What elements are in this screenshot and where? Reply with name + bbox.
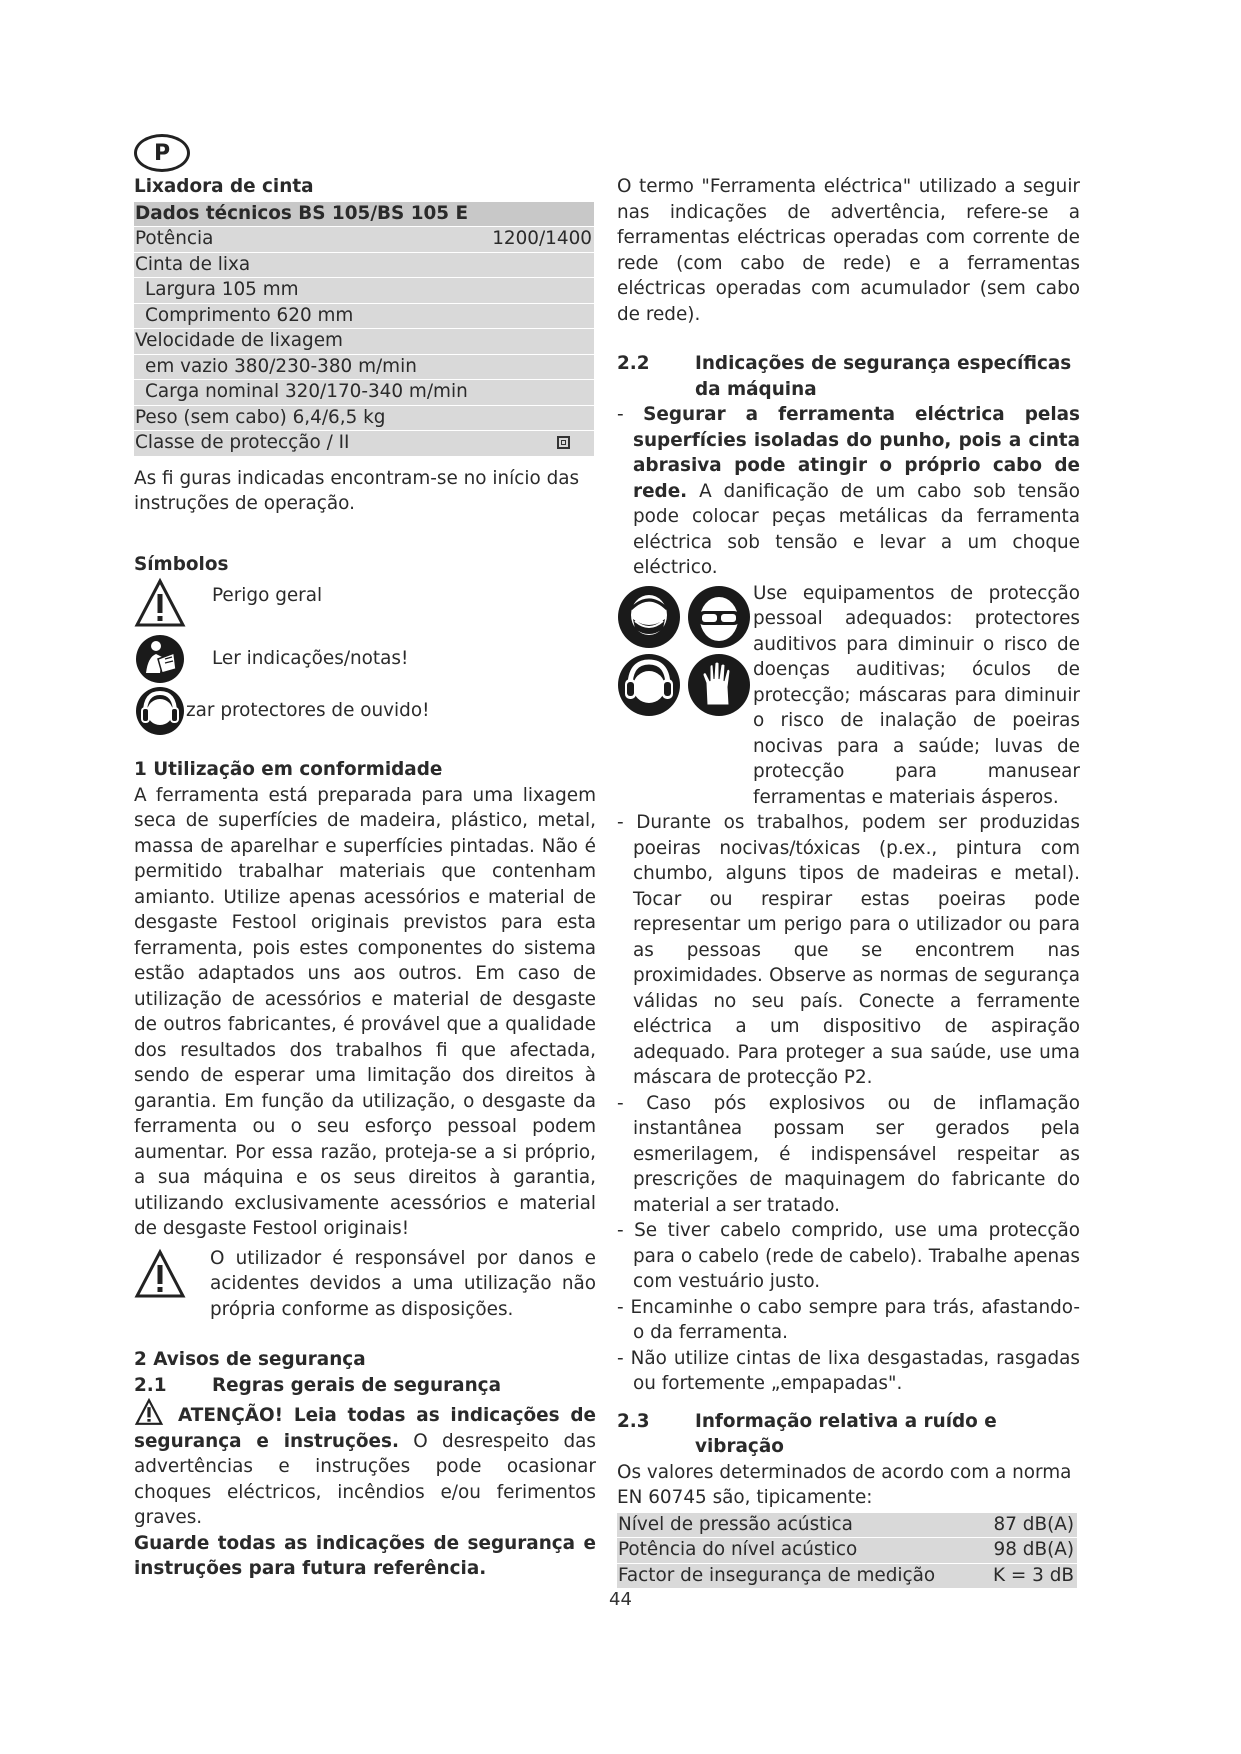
usage-warning: O utilizador é responsável por danos e acidentes devidos a uma utilização não própria conforme as disposições. [134,1246,596,1323]
figures-note: As fi guras indicadas encontram-se no início das instruções de operação. [134,467,580,514]
spec-row: Cinta de lixa [134,253,594,278]
noise-table [617,1513,1077,1589]
bullet-dust: - Durante os trabalhos, podem ser produzidas poeiras nocivas/tóxicas (p.ex., pintura com chumbo, alguns tipos de madeiras e metal). Tocar ou respirar estas poeiras pode representar um perigo para o utilizador ou para as pessoas que se encontrem nas proximidades. Observe as normas de segurança válidas no seu país. Conecte a ferramente eléctrica a um dispositivo de aspiração adequado. Para proteger a sua saúde, use uma máscara de protecção P2. [617,812,1080,1088]
term-definition: O termo "Ferramenta eléctrica" utilizado a seguir nas indicações de advertência, refere-se a ferramentas eléctricas operadas com corrente de rede (com cabo de rede) e a ferramentas eléctricas operadas com acumulador (sem cabo de rede). [617,176,1080,325]
attention-bold: ATENÇÃO! Leia todas as indicações de segurança e instruções. [134,1405,596,1452]
mask-icon [617,585,681,649]
spec-row: Carga nominal 320/170-340 m/min [134,380,594,405]
warning-triangle-icon [134,577,186,629]
symbol-item: Ler indicações/notas! [134,633,596,685]
spec-row: Largura 105 mm [134,278,594,303]
ear-protection-icon [134,685,186,737]
section-2-3-heading: 2.3 Informação relativa a ruído e vibração [617,1410,997,1457]
spec-table [134,202,594,456]
symbol-item: zar protectores de ouvido! [134,685,596,737]
spec-table-header: Dados técnicos BS 105/BS 105 E [134,202,594,227]
read-manual-icon [134,633,186,685]
language-badge: P [134,134,190,172]
attention-text: O desrespeito das advertências e instruções pode ocasionar choques eléctricos, incêndios e/ou ferimentos graves. [134,1430,596,1528]
ppe-block [617,581,1080,811]
noise-row: Potência do nível acústico 98 dB(A) [617,1538,1077,1563]
section-1-heading: 1 Utilização em conformidade [134,759,443,780]
page-number: 44 [609,1589,632,1610]
ppe-text: Use equipamentos de protecção pessoal adequados: protectores auditivos para diminuir o risco de doenças auditivas; óculos de protecção; máscaras para diminuir o risco de inalação de poeiras nocivas para a saúde; luvas de protecção para manusear ferramentas e materiais ásperos. [753,582,1080,808]
attention-block [134,1398,596,1531]
warning-triangle-icon [134,1398,164,1426]
spec-row: Velocidade de lixagem [134,329,594,354]
noise-row: Nível de pressão acústica 87 dB(A) [617,1513,1077,1538]
page-title: Lixadora de cinta [134,176,314,197]
spec-row: Potência 1200/1400 [134,227,594,252]
double-insulation-icon [557,436,570,449]
spec-row: Classe de protecção / II [134,431,594,456]
section-2-1-heading: 2.1 Regras gerais de segurança [134,1374,501,1396]
symbols-heading: Símbolos [134,553,229,575]
goggles-icon [687,585,751,649]
symbol-item: Perigo geral [134,577,596,629]
bullet-grip: - Segurar a ferramenta eléctrica pelas superfícies isoladas do punho, pois a cinta abrasiva pode atingir o próprio cabo de rede. A danificação de um cabo sob tensão pode colocar peças metálicas da ferramenta eléctrica sob tensão e levar a um choque eléctrico. [617,404,1080,578]
spec-row: Peso (sem cabo) 6,4/6,5 kg [134,406,594,431]
bullet-cable: - Encaminhe o cabo sempre para trás, afastando-o da ferramenta. [617,1296,1080,1343]
noise-intro: Os valores determinados de acordo com a norma EN 60745 são, tipicamente: [617,1461,1072,1508]
bullet-explosive: - Caso pós explosivos ou de inflamação instantânea possam ser gerados pela esmerilagem, é indispensável respeitar as prescrições de maquinagem do fabricante do material a ser tratado. [617,1092,1080,1216]
bullet-hair: - Se tiver cabelo comprido, use uma protecção para o cabelo (rede de cabelo). Trabalhe apenas com vestuário justo. [617,1220,1080,1292]
ear-protection-icon [617,653,681,717]
noise-row: Factor de insegurança de medição K = 3 dB [617,1564,1077,1589]
spec-row: em vazio 380/230-380 m/min [134,355,594,380]
section-1-body: A ferramenta está preparada para uma lixagem seca de superfícies de madeira, plástico, metal, massa de aparelhar e superfícies pintadas. Não é permitido trabalhar materiais que contenham amianto. Utilize apenas acessórios e material de desgaste Festool originais previstos para esta ferramenta, pois estes componentes do sistema estão adaptados uns aos outros. Em caso de utilização de acessórios e material de desgaste de outros fabricantes, é provável que a qualidade dos resultados dos trabalhos fi que afectada, sendo de esperar uma limitação dos direitos à garantia. Em função da utilização, o desgaste da ferramenta ou o seu esforço pessoal podem aumentar. Por essa razão, proteja-se a si próprio, a sua máquina e os seus direitos à garantia, utilizando exclusivamente acessórios e material de desgaste Festool originais! [134,784,596,1239]
right-column [617,174,1080,1589]
gloves-icon [687,653,751,717]
section-2-2-heading: 2.2 Indicações de segurança específicas da máquina [617,353,1072,400]
bullet-belts: - Não utilize cintas de lixa desgastadas, rasgadas ou fortemente „empapadas". [617,1347,1080,1394]
keep-instructions-text: Guarde todas as indicações de segurança e instruções para futura referência. [134,1532,596,1579]
warning-triangle-icon [134,1248,186,1300]
ppe-icons [617,585,753,811]
spec-row: Comprimento 620 mm [134,304,594,329]
section-2-heading: 2 Avisos de segurança [134,1349,366,1370]
left-column [134,174,596,1582]
